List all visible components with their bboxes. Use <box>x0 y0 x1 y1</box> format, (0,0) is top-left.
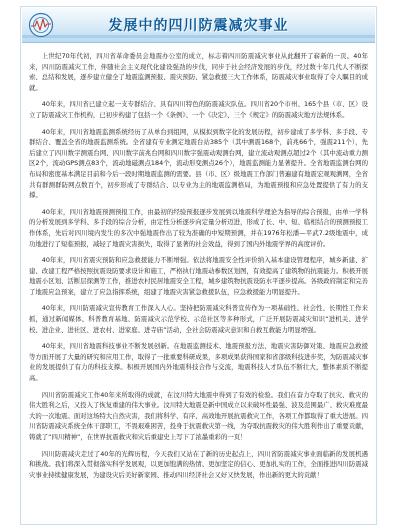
header-banner <box>22 8 375 43</box>
page-title: 发展中的四川防震减灾事业 <box>108 18 289 34</box>
paragraph-prediction: 40年来，四川省地震预测预报工作，由最初的经验预报逐步发展到以地震科学理论为指导的综合预报，由单一学科的分析发展到多学科、多手段的综合分析，由定性分析逐步向定量分析迈进，形成了长、中、短、临相结合的预测预报工作体系，先后对四川境内发生的多次中强地震作出了较为准确的中短期预测，并在1976年松潘—平武7.2级地震中，成功地进行了短临预报，减轻了地震灾害损失，取得了显著的社会效益，得到了国内外地震学界的高度评价。 <box>29 207 368 248</box>
paragraph-education: 40年来，四川防震减灾宣传教育工作深入人心。坚持把防震减灾科普宣传作为一项基础性、社会性、长期性工作来抓，通过新闻媒体、科普教育基地、防震减灾示范学校、示范社区等多种形式，广泛开展防震减灾知识“进机关、进学校、进企业、进社区、进农村、进家庭、进寺庙”活动，全社会防震减灾意识和自救互救能力明显增强。 <box>29 304 368 334</box>
article-frame <box>20 6 377 525</box>
paragraph-monitoring: 40年来，四川省地震监测系统经历了从单台到组网，从模拟到数字化的发展历程，初步建成了多学科、多手段、专群结合、覆盖全省的地震监测系统。全省建有专业测定地震台站385个（其中测震168个，前兆66个，强震211个），先后建立了四川数字测震台网、四川数字前兆台网和四川数字强震动观测台网，建立流动观测点超过2个（其中流动重力测区2个，流动GPS测点83个，流动地磁测点184个，流动形变测点26个），地震监测能力显著提升。全省地震监测台网的布局和密度基本满足目前和今后一段时期地震监测的需要。县（市、区）级地震工作部门普遍建有地震宏观观测网，全省共有群测群防网点数百个，初步形成了专群结合、以专业为主的地震监测格局，为地震预报和应急处置提供了有力的支撑。 <box>29 127 368 200</box>
paragraph-conclusion: 四川防震减灾走过了40年的光辉历程，今天我们又站在了新的历史起点上，四川省防震减灾事业面临新的发展机遇和挑战。我们将深入贯彻落实科学发展观，以更加饱满的热情、更加坚定的信心、更加扎实的工作，全面推进四川防震减灾事业持续健康发展，为建设灾后美好新家园、推动四川经济社会又好又快发展，作出新的更大的贡献！ <box>29 449 368 479</box>
article-body <box>29 51 368 518</box>
paragraph-wenchuan: 四川省防震减灾工作40年来所取得的成就，在汶川特大地震中得到了有效的检验。我们在奋力夺取了抗灾、救灾的伟大胜利之后，又投入了恢复重建的伟大事业。汶川特大地震是新中国成立以来破坏性最强、波及范围最广、救灾难度最大的一次地震。面对这场特大自然灾害，我们将科学、有序、高效地开展抗震救灾工作，各项工作都取得了重大进展。四川省防震减灾系统全体干部职工，不畏艰难困苦，投身于抗震救灾第一线，为夺取抗震救灾的伟大胜利作出了重要贡献，铸就了“四川精神”，在世界抗震救灾和灾后重建史上写下了浓墨重彩的一页！ <box>29 390 368 441</box>
banner-stripe <box>22 35 375 38</box>
paragraph-prevention: 40年来，四川省震灾预防和应急救援能力不断增强。依法将地震安全性评价纳入基本建设管理程序，城乡新建、扩建、改建工程严格按照抗震设防要求设计和施工，严格执行地震动参数区划图，有效提高了建筑物的抗震能力。积极开展地震小区划、活断层探测等工作，推进农村民居地震安全工程，城乡建筑物抗震设防水平逐步提高。各级政府制定和完善了地震应急预案，建立了应急指挥系统，组建了地震灾害紧急救援队伍，应急救援能力明显提升。 <box>29 256 368 296</box>
paragraph-science: 40年来，四川省地震科技事业不断发展创新。在地震监测技术、地震预报方法、地震灾害防御对策、地震应急救援等方面开展了大量的研究和应用工作，取得了一批重要科研成果，多项成果获得国家和省部级科技进步奖，为防震减灾事业的发展提供了有力的科技支撑。积极开展国内外地震科技合作与交流，地震科技人才队伍不断壮大，整体素质不断提高。 <box>29 342 368 383</box>
paragraph-intro: 上世纪70年代初，四川省革命委员会地震办公室的成立，标志着四川防震减灾事业从此翻开了崭新的一页。40年来，四川防震减灾工作，伴随社会主义现代化建设强劲的步伐，同步于社会经济发展的步伐，经过数十年几代人不断探索、总结和发展，逐步建立健全了地震监测预报、震灾预防、紧急救援三大工作体系，防震减灾事业取得了令人瞩目的成就。 <box>29 52 368 92</box>
paragraph-organization: 40年来，四川省已建立起一支专群结合、具有四川特色的防震减灾队伍。四川省20个市州、165个县（市、区）设立了防震减灾工作机构，已初步构建了包括一个《条例》、一个《决定》、三个《规定》的防震减灾地方法规体系。 <box>29 100 368 119</box>
